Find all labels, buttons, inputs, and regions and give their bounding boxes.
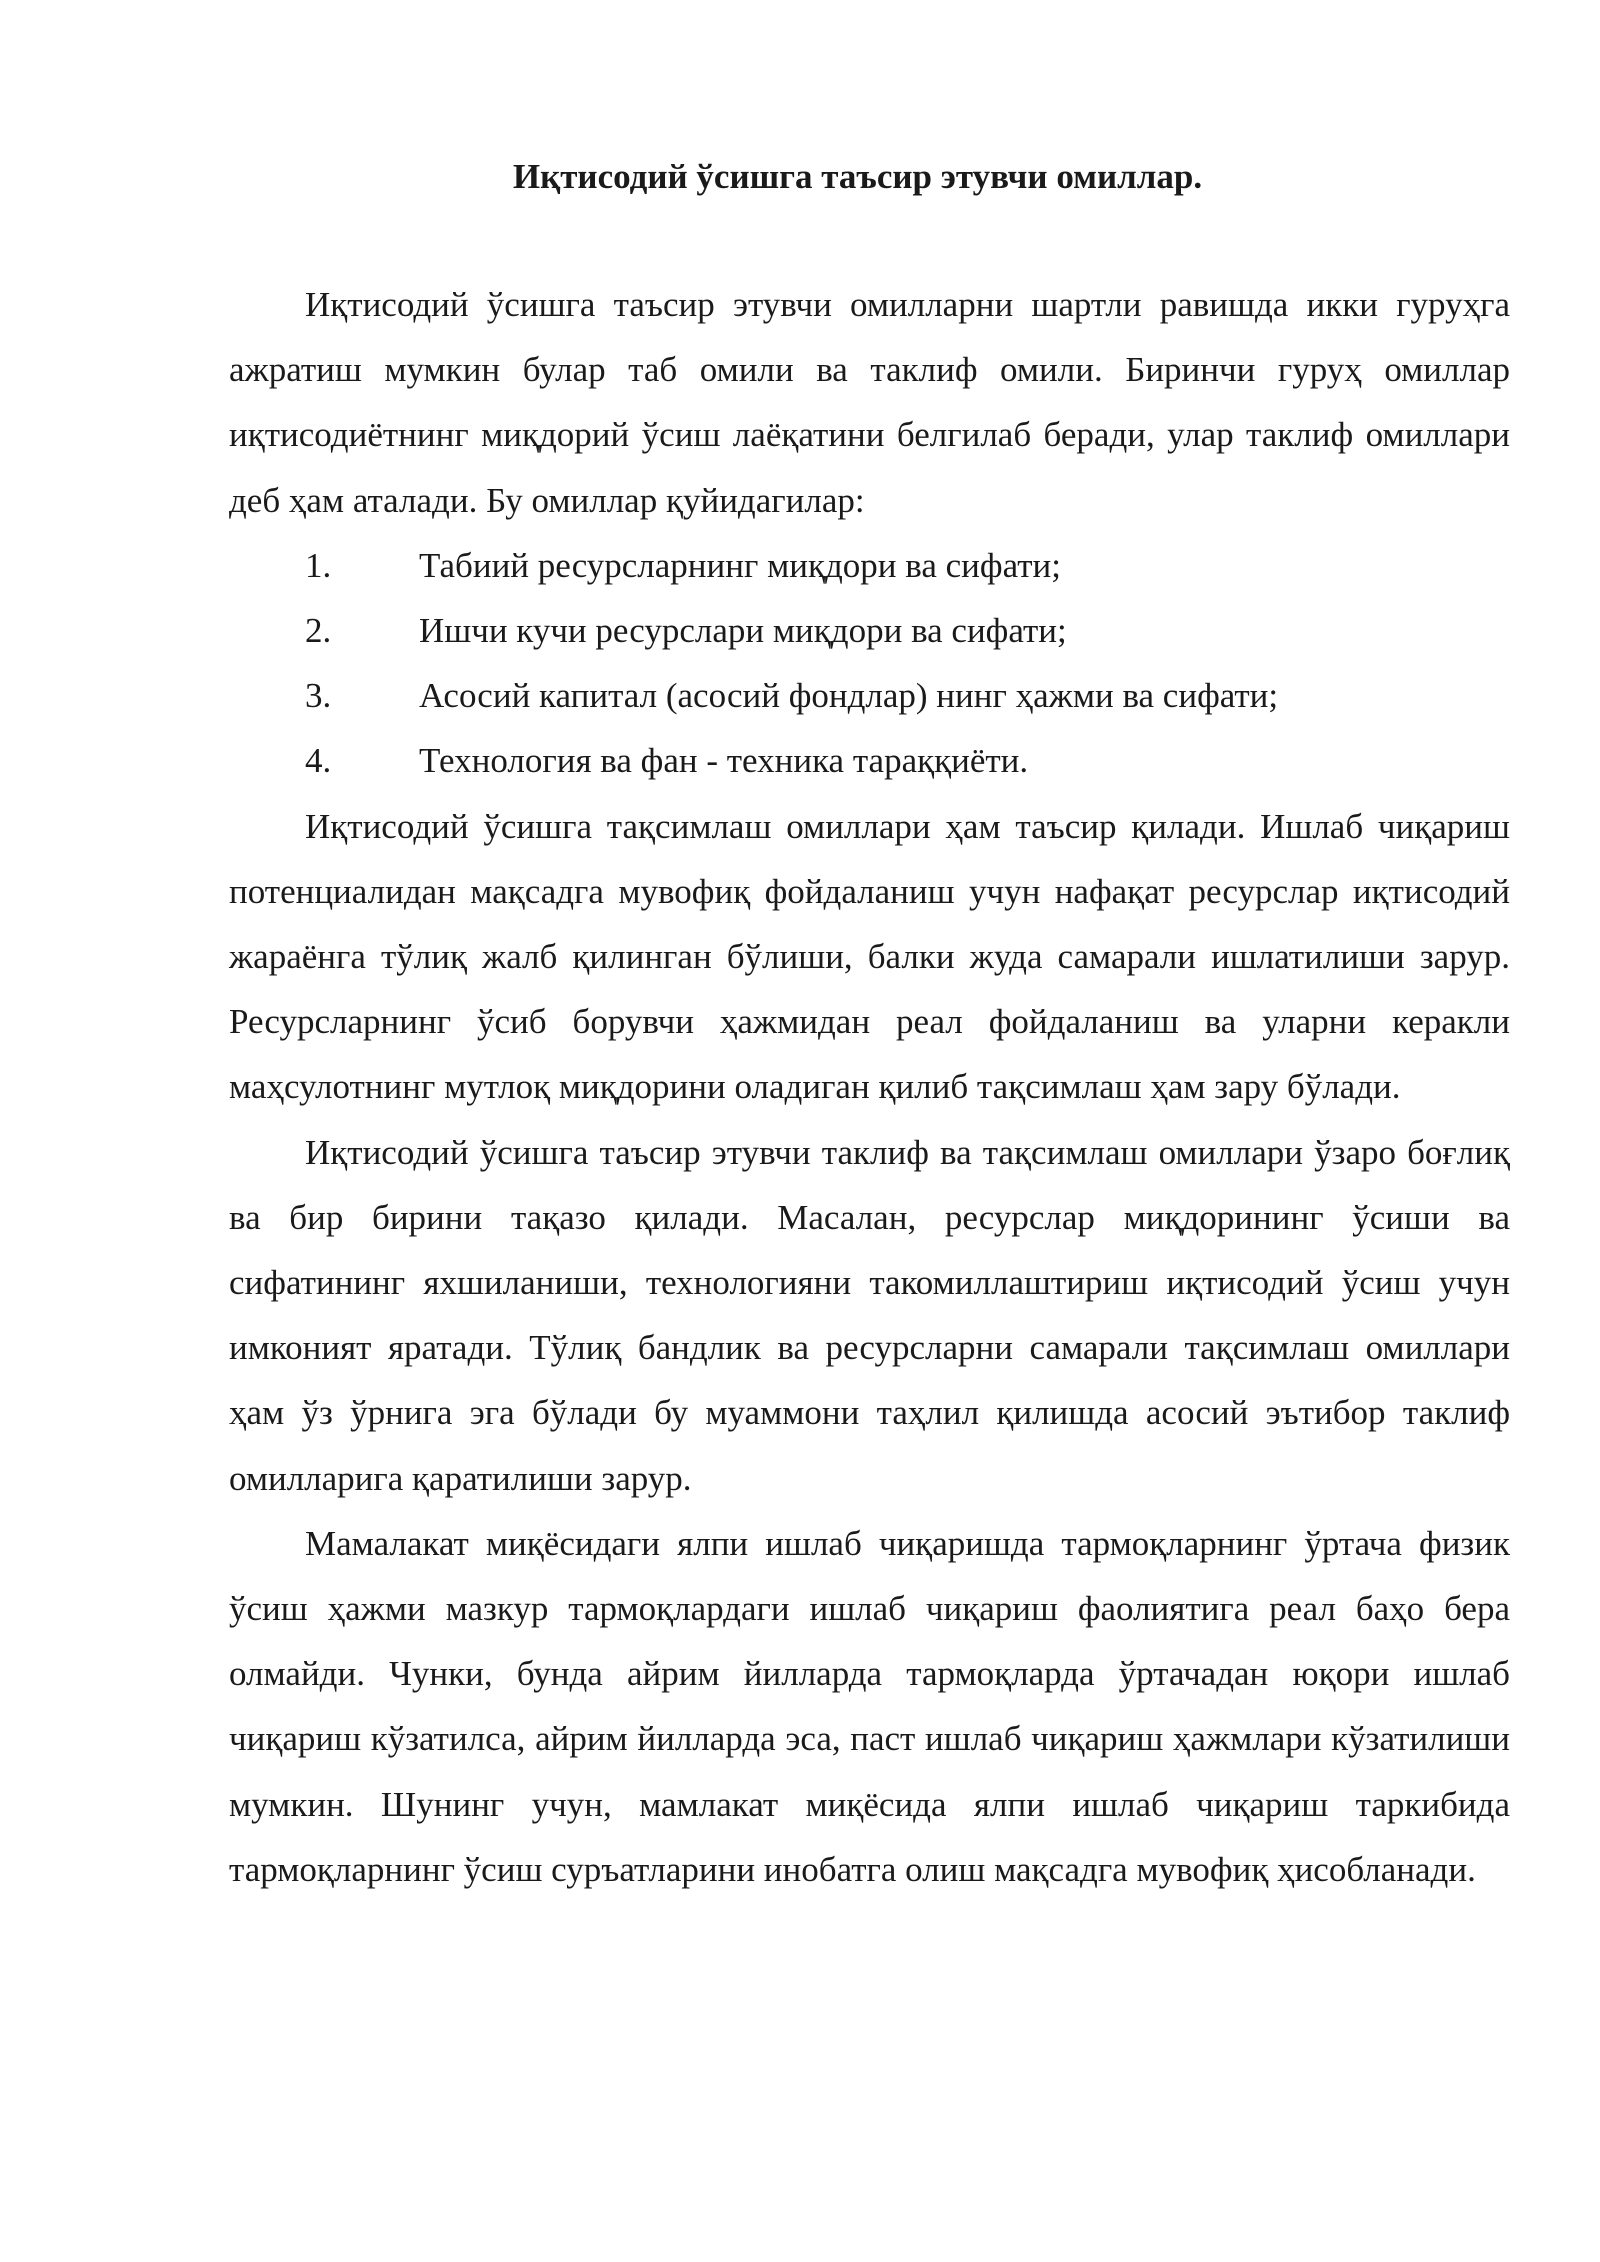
list-item xyxy=(229,728,1510,793)
document-title: Иқтисодий ўсишга таъсир этувчи омиллар. xyxy=(512,157,1203,196)
list-item-text: Ишчи кучи ресурслари миқдори ва сифати; xyxy=(419,611,1067,651)
list-item-text: Технология ва фан - техника тараққиёти. xyxy=(419,741,1029,781)
list-item-number: 1. xyxy=(305,545,332,585)
paragraph-national-scale: Мамалакат миқёсидаги ялпи ишлаб чиқаришда тармоқларнинг ўртача физик ўсиш ҳажми мазкур тармоқлардаги ишлаб чиқариш фаолиятига реал баҳо бера олмайди. Чунки, бунда айрим йилларда тармоқларда ўртачадан юқори ишлаб чиқариш кўзатилса, айрим йилларда эса, паст ишлаб чиқариш ҳажмлари кўзатилиши мумкин. Шунинг учун, мамлакат миқёсида ялпи ишлаб чиқариш таркибида тармоқларнинг ўсиш суръатларини инобатга олиш мақсадга мувофиқ ҳисобланади. xyxy=(229,1523,1510,1889)
list-item-number: 4. xyxy=(305,741,332,781)
factors-list xyxy=(229,533,1510,794)
document-body xyxy=(229,272,1510,1902)
list-item xyxy=(229,598,1510,663)
list-item-text: Асосий капитал (асосий фондлар) нинг ҳажми ва сифати; xyxy=(419,676,1279,716)
list-item xyxy=(229,533,1510,598)
list-item-text: Табиий ресурсларнинг миқдори ва сифати; xyxy=(419,545,1061,585)
paragraph-interdependence: Иқтисодий ўсишга таъсир этувчи таклиф ва тақсимлаш омиллари ўзаро боғлиқ ва бир бирини тақазо қилади. Масалан, ресурслар миқдорининг ўсиши ва сифатининг яхшиланиши, технологияни такомиллаштириш иқтисодий ўсиш учун имконият яратади. Тўлиқ бандлик ва ресурсларни самарали тақсимлаш омиллари ҳам ўз ўрнига эга бўлади бу муаммони таҳлил қилишда асосий эътибор таклиф омилларига қаратилиши зарур. xyxy=(229,1132,1510,1498)
paragraph-distribution-factors: Иқтисодий ўсишга тақсимлаш омиллари ҳам таъсир қилади. Ишлаб чиқариш потенциалидан мақсадга мувофиқ фойдаланиш учун нафақат ресурслар иқтисодий жараёнга тўлиқ жалб қилинган бўлиши, балки жуда самарали ишлатилиши зарур. Ресурсларнинг ўсиб борувчи ҳажмидан реал фойдаланиш ва уларни керакли маҳсулотнинг мутлоқ миқдорини оладиган қилиб тақсимлаш ҳам зару бўлади. xyxy=(229,806,1510,1107)
list-item-number: 2. xyxy=(305,611,332,651)
intro-paragraph: Иқтисодий ўсишга таъсир этувчи омилларни шартли равишда икки гуруҳга ажратиш мумкин булар таб омили ва таклиф омили. Биринчи гуруҳ омиллар иқтисодиётнинг миқдорий ўсиш лаёқатини белгилаб беради, улар таклиф омиллари деб ҳам аталади. Бу омиллар қуйидагилар: xyxy=(229,285,1510,520)
list-item-number: 3. xyxy=(305,676,332,716)
list-item xyxy=(229,663,1510,728)
